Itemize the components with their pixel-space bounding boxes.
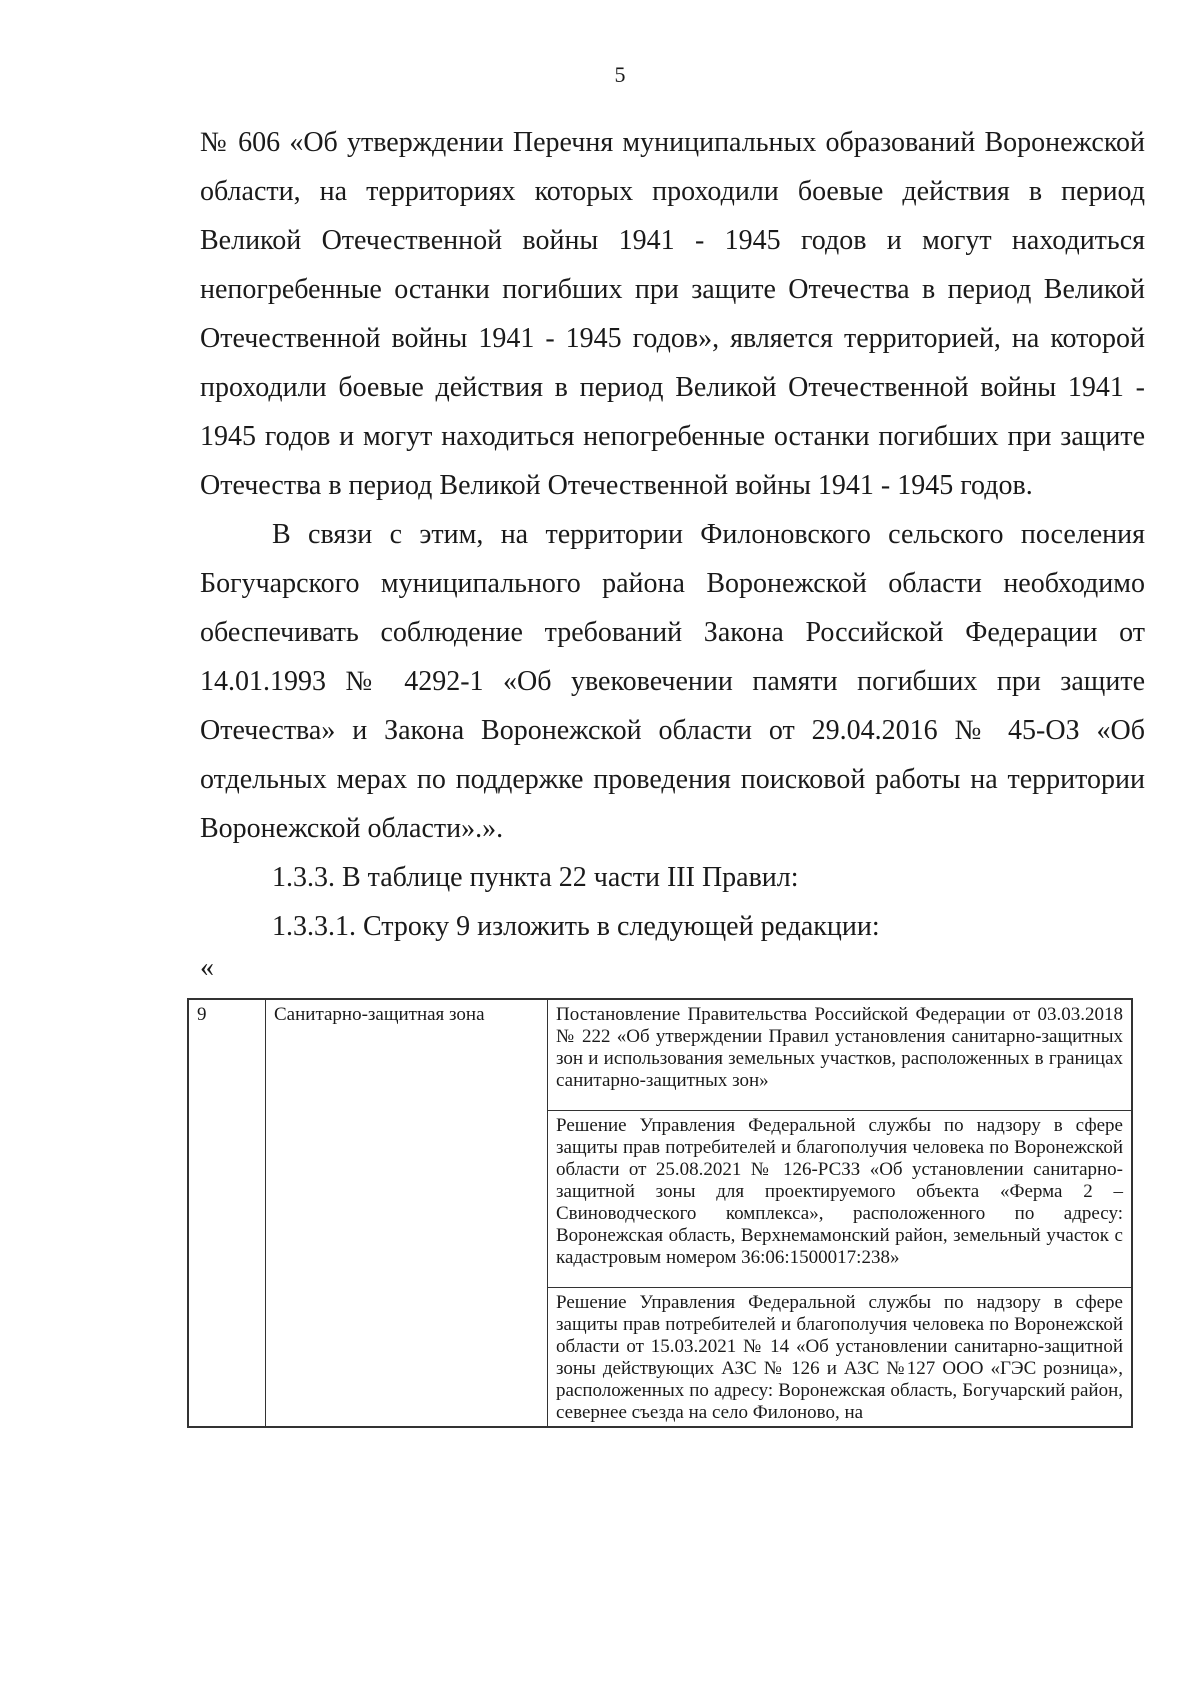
document-entry: Постановление Правительства Российской Федерации от 03.03.2018 № 222 «Об утверждении Правил установления санитарно-защитных зон и использования земельных участков, расположенных в границах санитарно-защитных зон» [548,1000,1131,1111]
document-entry: Решение Управления Федеральной службы по надзору в сфере защиты прав потребителей и благополучия человека по Воронежской области от 15.03.2021 № 14 «Об установлении санитарно-защитной зоны действующих АЗС № 126 и АЗС №127 ООО «ГЭС розница», расположенных по адресу: Воронежская область, Богучарский район, севернее съезда на село Филоново, на [556,1292,1123,1423]
row-number-cell: 9 [188,999,266,1427]
paragraph-continuation: № 606 «Об утверждении Перечня муниципальных образований Воронежской области, на территориях которых проходили боевые действия в период Великой Отечественной войны 1941 - 1945 годов и могут находиться непогребенные останки погибших при защите Отечества в период Великой Отечественной войны 1941 - 1945 годов», является территорией, на которой проходили боевые действия в период Великой Отечественной войны 1941 - 1945 годов и могут находиться непогребенные останки погибших при защите Отечества в период Великой Отечественной войны 1941 - 1945 годов. [200,127,1145,501]
table-row [188,999,1132,1427]
open-quote-mark: « [200,952,214,983]
item-1-3-3: 1.3.3. В таблице пункта 22 части III Правил: [272,862,799,893]
regulations-table [187,998,1133,1428]
documents-cell [548,999,1133,1427]
document-entry: Решение Управления Федеральной службы по надзору в сфере защиты прав потребителей и благополучия человека по Воронежской области от 25.08.2021 № 126-РСЗЗ «Об установлении санитарно-защитной зоны для проектируемого объекта «Ферма 2 – Свиноводческого комплекса», расположенного по адресу: Воронежская область, Верхнемамонский район, земельный участок с кадастровым номером 36:06:1500017:238» [548,1111,1131,1288]
paragraph-obligations: В связи с этим, на территории Филоновского сельского поселения Богучарского муниципального района Воронежской области необходимо обеспечивать соблюдение требований Закона Российской Федерации от 14.01.1993 № 4292-1 «Об увековечении памяти погибших при защите Отечества» и Закона Воронежской области от 29.04.2016 № 45-ОЗ «Об отдельных мерах по поддержке проведения поисковой работы на территории Воронежской области».». [200,519,1145,844]
page-number: 5 [614,62,626,87]
document-body [200,118,1145,951]
zone-name-cell: Санитарно-защитная зона [266,999,548,1427]
item-1-3-3-1: 1.3.3.1. Строку 9 изложить в следующей редакции: [272,911,880,942]
